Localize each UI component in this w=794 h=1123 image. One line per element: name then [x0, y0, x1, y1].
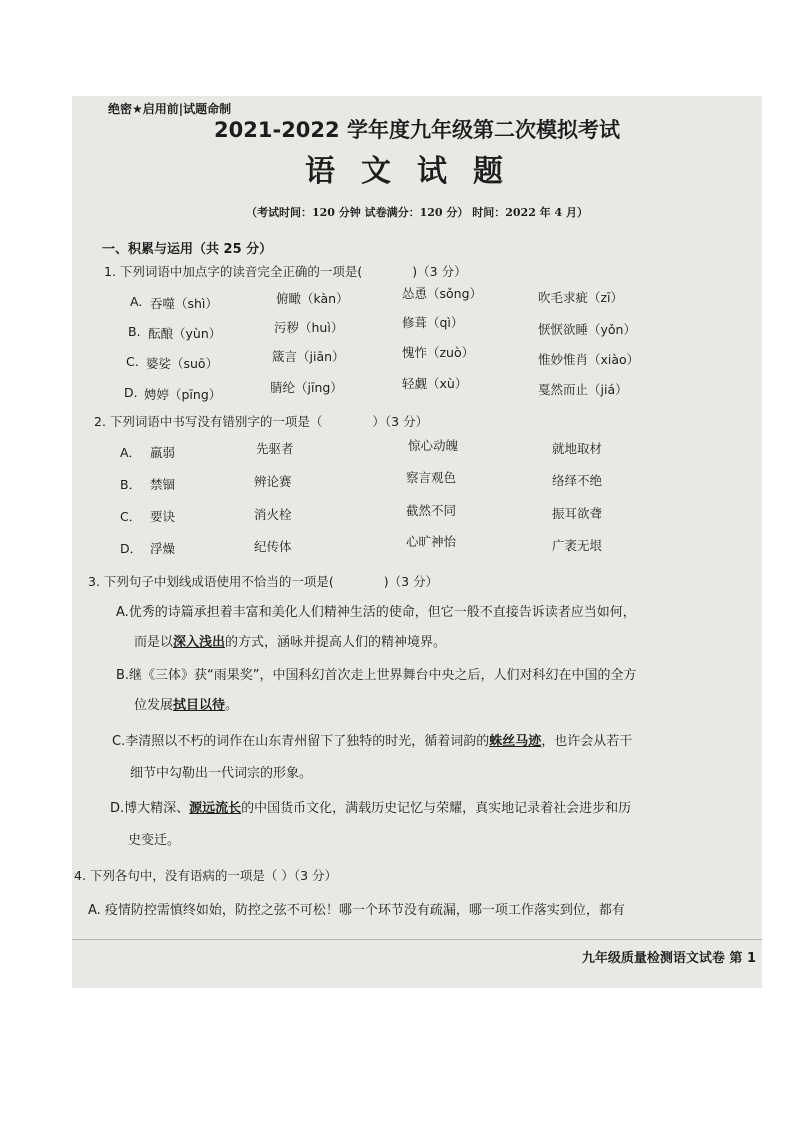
q2-option-d-label: D．: [120, 541, 143, 556]
q1-option-c-item: 箴言（jiān）: [272, 349, 345, 364]
footer-divider: [72, 939, 762, 940]
q1-option-c-item: 婆娑（suō）: [146, 356, 219, 371]
q1-option-a-item: 吞噬（shì）: [150, 296, 218, 311]
q2-option-c-item: 要诀: [150, 509, 176, 524]
q2-option-a-label: A．: [120, 445, 142, 460]
q2-option-c-item: 振耳欲聋: [552, 506, 603, 521]
question-2-stem: 2. 下列词语中书写没有错别字的一项是（ ）（3 分）: [94, 414, 429, 429]
q2-option-b-label: B．: [120, 477, 142, 492]
subject-title: 语文试题: [305, 154, 529, 189]
q1-option-b-item: 恹恹欲睡（yǒn）: [538, 322, 636, 337]
q2-option-a-item: 先驱者: [256, 441, 294, 456]
secret-label: 绝密★启用前|试题命制: [108, 102, 232, 116]
underlined-idiom: 深入浅出: [173, 635, 226, 650]
q3-option-b-line1: B.继《三体》获“雨果奖”，中国科幻首次走上世界舞台中央之后，人们对科幻在中国的全方: [116, 668, 637, 683]
page-footer: 九年级质量检测语文试卷 第 1: [581, 951, 756, 966]
q2-option-a-item: 惊心动魄: [408, 438, 459, 453]
q3-option-c-line1: C.李清照以不朽的词作在山东青州留下了独特的时光，循着词韵的蛛丝马迹，也许会从若干: [112, 734, 633, 749]
q1-option-d-item: 戛然而止（jiá）: [538, 382, 628, 397]
question-3-stem: 3. 下列句子中划线成语使用不恰当的一项是( )（3 分）: [88, 574, 439, 589]
q2-option-b-item: 辨论赛: [254, 474, 292, 489]
q1-option-a-label: A.: [130, 294, 143, 309]
q3-option-c-line2: 细节中勾勒出一代词宗的形象。: [130, 766, 313, 781]
q1-option-a-item: 吹毛求疵（zī）: [538, 290, 624, 305]
q2-option-b-item: 络绎不绝: [552, 473, 603, 488]
underlined-idiom: 蛛丝马迹: [489, 734, 542, 749]
q1-option-b-item: 污秽（huì）: [274, 320, 344, 335]
q1-option-c-item: 惟妙惟肖（xiào）: [538, 352, 640, 367]
q2-option-d-item: 心旷神怡: [406, 534, 457, 549]
exam-info: （考试时间：120 分钟 试卷满分：120 分） 时间：2022 年 4 月）: [246, 206, 588, 219]
q2-option-a-item: 就地取材: [552, 441, 603, 456]
q2-option-c-item: 截然不同: [406, 503, 457, 518]
q1-option-a-item: 怂恿（sǒng）: [402, 286, 483, 301]
q1-option-c-item: 愧怍（zuò）: [402, 345, 475, 360]
question-4-stem: 4. 下列各句中，没有语病的一项是（ ）（3 分）: [74, 868, 338, 883]
q1-option-b-item: 修葺（qì）: [402, 315, 464, 330]
q2-option-d-item: 浮燥: [150, 541, 176, 556]
exam-sheet: [72, 96, 762, 988]
q1-option-a-item: 俯瞰（kàn）: [276, 291, 349, 306]
q4-option-a-line1: A. 疫情防控需慎终如始，防控之弦不可松！哪一个环节没有疏漏，哪一项工作落实到位，都有: [88, 903, 625, 918]
exam-title: 2021-2022 学年度九年级第二次模拟考试: [214, 118, 620, 142]
q3-option-b-line2: 位发展拭目以待。: [134, 698, 239, 713]
q1-option-d-label: D.: [124, 385, 138, 400]
q2-option-c-item: 消火栓: [254, 507, 292, 522]
q1-option-b-label: B.: [128, 324, 141, 339]
q2-option-a-item: 羸弱: [150, 445, 176, 460]
q2-option-d-item: 纪传体: [254, 539, 292, 554]
question-1-stem: 1. 下列词语中加点字的读音完全正确的一项是( )（3 分）: [104, 264, 467, 279]
q2-option-b-item: 察言观色: [406, 470, 457, 485]
q1-option-d-item: 腈纶（jīng）: [270, 380, 343, 395]
q1-option-b-item: 酝酿（yùn）: [148, 326, 222, 341]
q3-option-d-line1: D.博大精深、源远流长的中国货币文化，满载历史记忆与荣耀，真实地记录着社会进步和历: [110, 801, 632, 816]
q2-option-b-item: 禁锢: [150, 477, 176, 492]
q1-option-d-item: 轻觑（xù）: [402, 376, 468, 391]
q3-option-a-line2: 而是以深入浅出的方式，涵咏并提高人们的精神境界。: [134, 635, 447, 650]
q3-option-a-line1: A.优秀的诗篇承担着丰富和美化人们精神生活的使命，但它一般不直接告诉读者应当如何，: [116, 605, 636, 620]
underlined-idiom: 源远流长: [189, 801, 242, 816]
underlined-idiom: 拭目以待: [173, 698, 226, 713]
q3-option-d-line2: 史变迁。: [128, 833, 181, 848]
q2-option-c-label: C．: [120, 509, 142, 524]
q1-option-d-item: 娉婷（pīng）: [144, 387, 222, 402]
q1-option-c-label: C.: [126, 354, 139, 369]
q2-option-d-item: 广袤无垠: [552, 538, 603, 553]
section-heading: 一、积累与运用（共 25 分）: [102, 242, 273, 257]
